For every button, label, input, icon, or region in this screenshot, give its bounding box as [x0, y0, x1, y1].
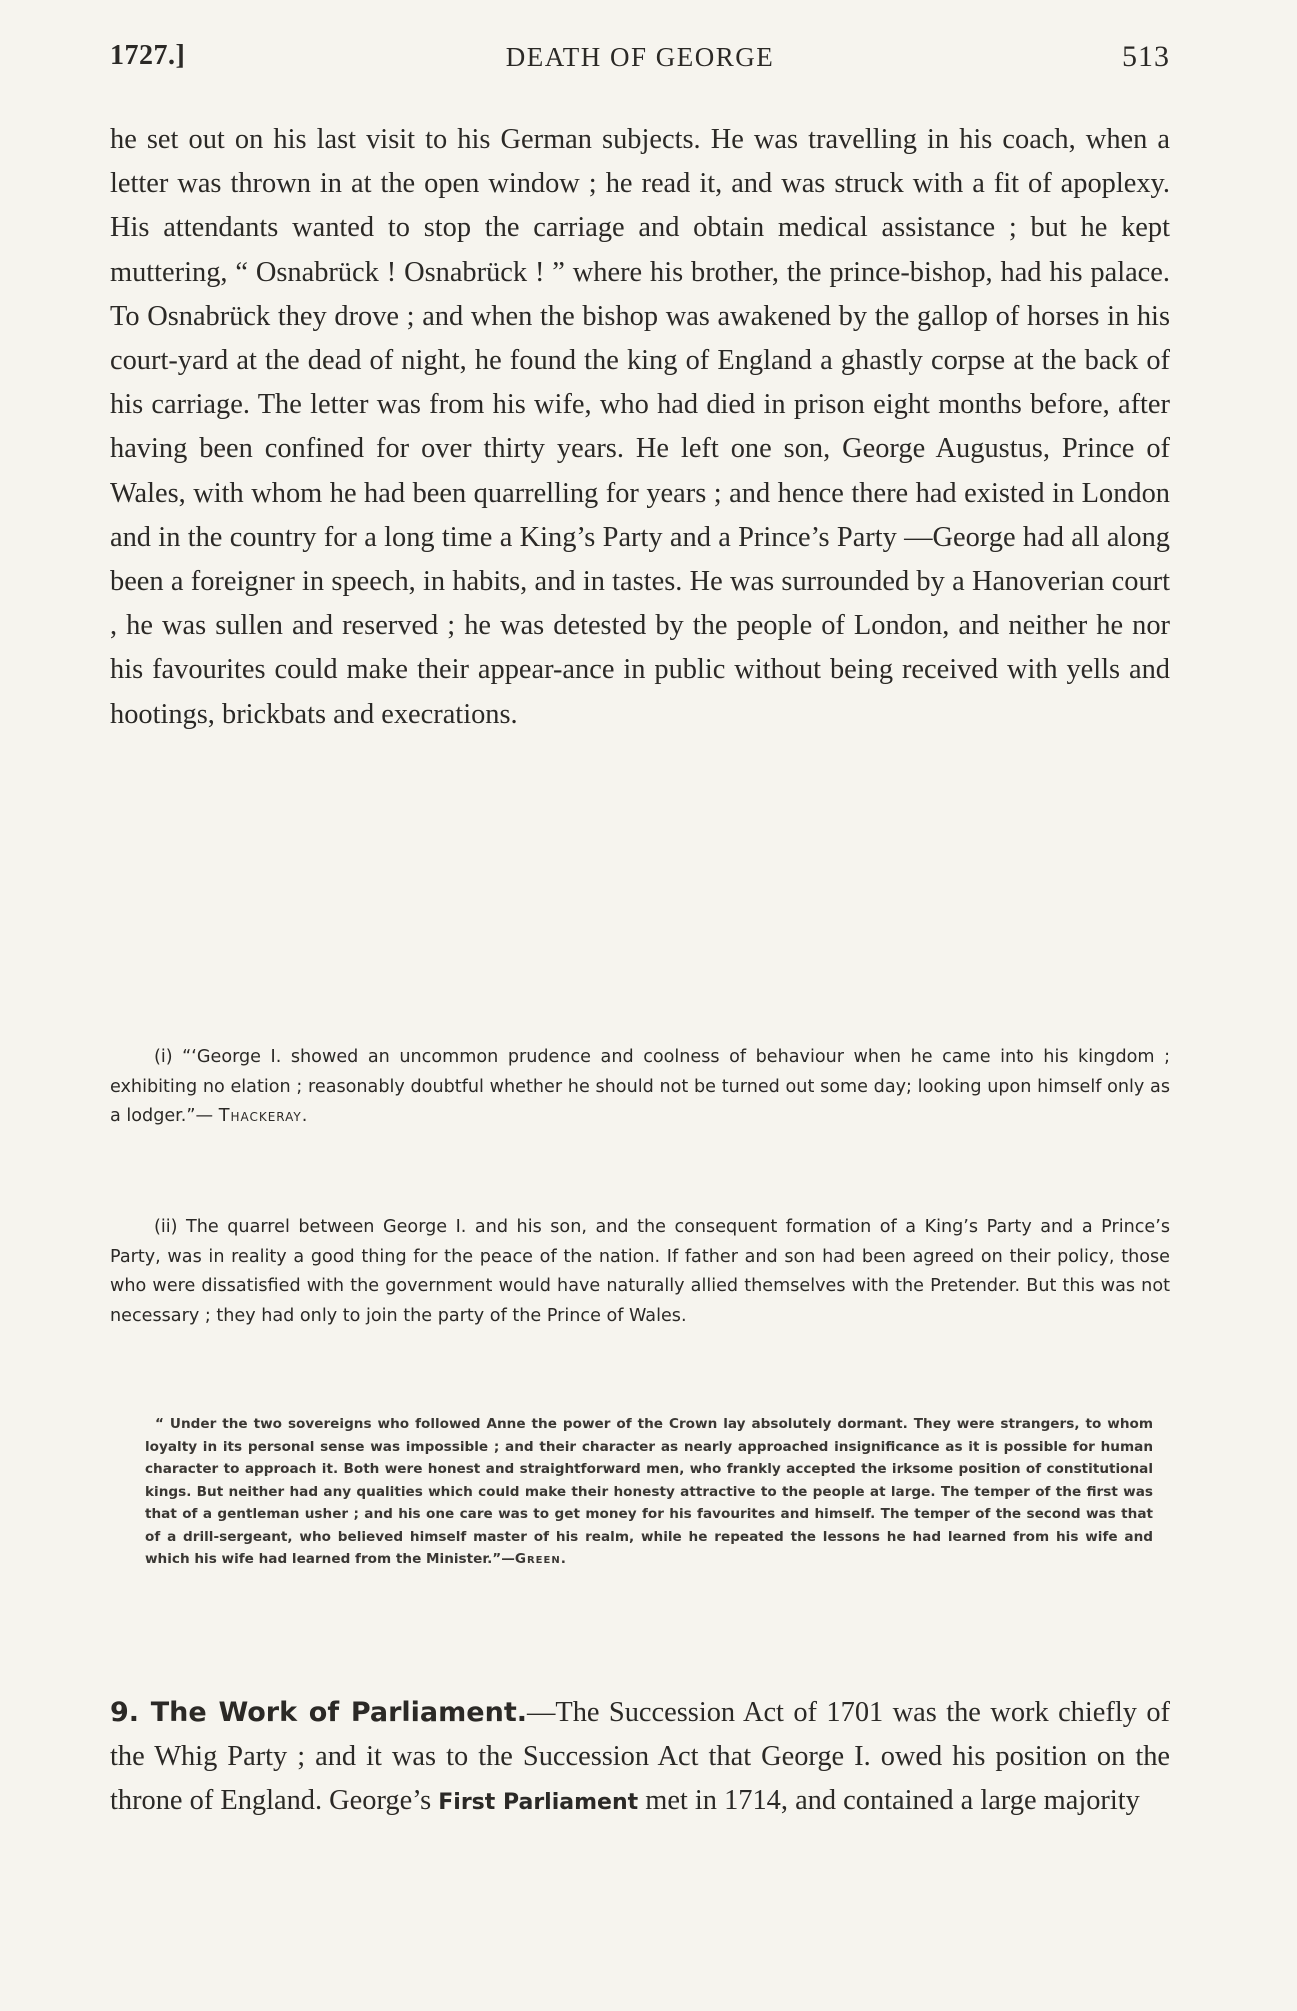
note-ii: (ii) The quarrel between George I. and his son, and the consequent formation of a King’s Party and a Prince’s Party, was in reality a good thing for the peace of the nation. If father and son had been agreed on their policy, those who were dissatisfied with the government would have naturally allied themselves with the Pretender. But this was not necessary ; they had only to join the party of the Prince of Wales.: [110, 1217, 1170, 1326]
quotation-text: “ Under the two sovereigns who followed Anne the power of the Crown lay absolutely dormant. They were strangers, to whom loyalty in its personal sense was impossible ; and their character as nearly approached insignificance as it is possible for human character to approach it. Both were honest and straightforward men, who frankly accepted the irksome position of constitutional kings. But neither had any qualities which could make their honesty attractive to the people at large. The temper of the first was that of a gentleman usher ; and his one care was to get money for his favourites and himself. The temper of the second was that of a drill-sergeant, who believed himself master of his realm, while he repeated the lessons he had learned from his wife and which his wife had learned from the Minister.”—: [145, 1416, 1153, 1567]
running-title: DEATH OF GEORGE: [505, 42, 775, 72]
quotation-author: Green.: [514, 1551, 567, 1567]
note-i: [110, 1043, 1170, 1132]
note-i-author: Thackeray.: [218, 1106, 309, 1126]
section-text-before: —The Succession Act of 1701 was the work chiefly of the Whig Party ; and it was to the Succession Act that George I. owed his position on the throne of England. George’s: [110, 1697, 1170, 1817]
green-quotation: [145, 1413, 1153, 1571]
note-i-text: (i) “‘George I. showed an uncommon prudence and coolness of behaviour when he came into his kingdom ; exhibiting no elation ; reasonably doubtful whether he should not be turned out some day; looking upon himself only as a lodger.”—: [110, 1047, 1170, 1126]
main-paragraph: he set out on his last visit to his German subjects. He was travelling in his coach, when a letter was thrown in at the open window ; he read it, and was struck with a fit of apoplexy. His attendants wanted to stop the carriage and obtain medical assistance ; but he kept muttering, “ Osnabrück ! Osnabrück ! ” where his brother, the prince-bishop, had his palace. To Osnabrück they drove ; and when the bishop was awakened by the gallop of horses in his court-yard at the dead of night, he found the king of England a ghastly corpse at the back of his carriage. The letter was from his wife, who had died in prison eight months before, after having been confined for over thirty years. He left one son, George Augustus, Prince of Wales, with whom he had been quarrelling for years ; and hence there had existed in London and in the country for a long time a King’s Party and a Prince’s Party —George had all along been a foreigner in speech, in habits, and in tastes. He was surrounded by a Hanoverian court , he was sullen and reserved ; he was detested by the people of London, and neither he nor his favourites could make their appear-ance in public without being received with yells and hootings, brickbats and execrations.: [110, 124, 1170, 730]
section-text-after: met in 1714, and contained a large majority: [645, 1785, 1140, 1817]
page-number: 513: [1122, 40, 1170, 73]
header-year: 1727.]: [110, 40, 186, 71]
page-header: [110, 40, 1170, 84]
section-bold-phrase: First Parliament: [438, 1790, 639, 1816]
section-heading: 9. The Work of Parliament.: [110, 1697, 527, 1728]
section-9: [110, 1691, 1170, 1826]
